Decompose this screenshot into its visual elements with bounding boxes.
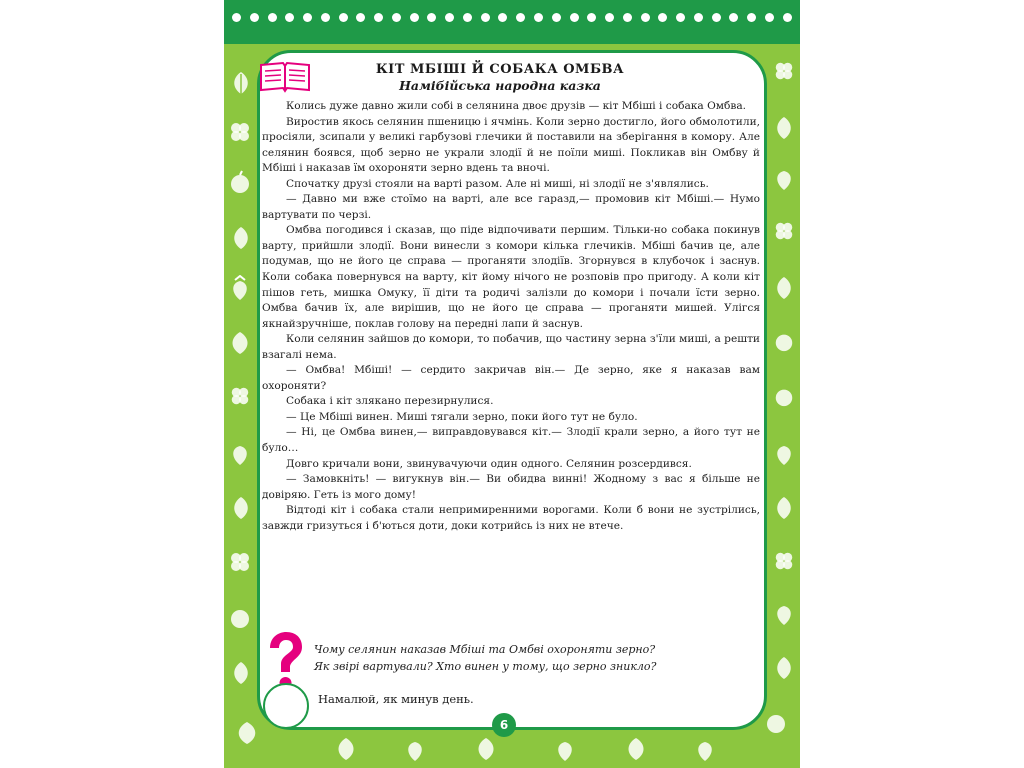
leaf-icon	[230, 660, 252, 686]
apple-icon	[228, 605, 252, 629]
story-paragraph: Відтоді кіт і собака стали непримиренними ворогами. Коли б вони не зустрілись, завжди гризуться і б'ються доти, доки котрийсь із них не втече.	[262, 504, 760, 532]
story-paragraph: Довго кричали вони, звинувачуючи один одного. Селянин розсердився.	[286, 457, 692, 470]
strawberry-icon	[404, 736, 426, 762]
story-paragraph: Омбва погодився і сказав, що піде відпочивати першим. Тільки-но собака покинув варту, прийшли злодії. Вони винесли з комори кілька глечиків. Мбіші бачив це, але подумав, що не його це справа — проганяти злодіїв. Згорнувся в клубочок і заснув. Коли собака повернувся на варту, кіт йому нічого не розповів про пригоду. А коли кіт пішов геть, мишка Омуку, її діти та родичі залізли до комори і почали їсти зерно. Омбва бачив їх, але вирішив, що не його це справа — проганяти мишей. Улігся якнайзручніше, поклав голову на передні лапи й заснув.	[262, 224, 760, 330]
strawberry-icon	[773, 440, 795, 466]
story-paragraph: — Це Мбіші винен. Миші тягали зерно, поки його тут не було.	[286, 410, 638, 423]
apple-icon	[773, 330, 795, 352]
clover-icon	[773, 550, 795, 572]
leaf-icon	[624, 736, 648, 762]
strawberry-icon	[229, 275, 251, 301]
clover-icon	[773, 60, 795, 82]
strawberry-icon	[773, 165, 795, 191]
story-subtitle: Намібійська народна казка	[399, 78, 601, 93]
binding-holes	[232, 10, 792, 24]
leaf-icon	[234, 720, 260, 746]
leaf-icon	[773, 275, 795, 301]
strawberry-icon	[229, 440, 251, 466]
clover-icon	[228, 550, 252, 574]
leaf-icon	[474, 736, 498, 762]
question-line: Чому селянин наказав Мбіші та Омбві охороняти зерно?	[314, 643, 656, 656]
clover-icon	[229, 385, 251, 407]
questions-block	[314, 641, 744, 675]
story-text	[262, 99, 760, 534]
apple-icon	[228, 170, 252, 194]
drawing-circle-icon	[263, 683, 309, 729]
clover-icon	[773, 220, 795, 242]
leaf-icon	[334, 736, 358, 762]
strawberry-icon	[773, 600, 795, 626]
page-number: 6	[492, 713, 516, 737]
leaf-icon	[773, 655, 795, 681]
story-paragraph: Коли селянин зайшов до комори, то побачив, що частину зерна з'їли миші, а решти взагалі нема.	[262, 333, 760, 361]
leaf-icon	[773, 495, 795, 521]
leaf-icon	[228, 330, 252, 356]
story-paragraph: — Замовкніть! — вигукнув він.— Ви обидва винні! Жодному з вас я більше не довіряю. Геть із мого дому!	[262, 473, 760, 501]
clover-icon	[228, 120, 252, 144]
apple-icon	[773, 385, 795, 407]
leaf-icon	[230, 225, 252, 251]
spiral-binding-band	[224, 0, 800, 44]
strawberry-icon	[694, 736, 716, 762]
leaf-icon	[773, 115, 795, 141]
story-paragraph: — Давно ми вже стоїмо на варті, але все гаразд,— промовив кіт Мбіші.— Нумо вартувати по черзі.	[262, 193, 760, 221]
story-paragraph: — Омбва! Мбіші! — сердито закричав він.— Де зерно, яке я наказав вам охороняти?	[262, 364, 760, 392]
question-line: Як звірі вартували? Хто винен у тому, що зерно зникло?	[314, 660, 657, 673]
story-paragraph: Спочатку друзі стояли на варті разом. Але ні миші, ні злодії не з'являлись.	[286, 177, 709, 190]
story-paragraph: Колись дуже давно жили собі в селянина двоє друзів — кіт Мбіші і собака Омбва.	[286, 100, 747, 112]
leaf-icon	[230, 495, 252, 521]
story-title: КІТ МБІШІ Й СОБАКА ОМБВА	[375, 62, 625, 77]
drawing-task: Намалюй, як минув день.	[318, 692, 474, 706]
story-paragraph: — Ні, це Омбва винен,— виправдовувався кіт.— Злодії крали зерно, а його тут не було…	[262, 426, 760, 455]
story-paragraph: Виростив якось селянин пшеницю і ячмінь. Коли зерно достигло, його обмолотили, просіяли, зсипали у великі гарбузові глечики й поставили на зберігання в комору. Але селянин боявся, щоб зерно не украли злодії й не поїли миші. Покликав він Омбву й Мбіші і наказав їм охороняти зерно вдень та вночі.	[262, 115, 760, 175]
apple-icon	[764, 710, 788, 734]
leaf-icon	[230, 70, 252, 96]
story-paragraph: Собака і кіт зляканo перезирнулися.	[286, 395, 494, 408]
strawberry-icon	[554, 736, 576, 762]
